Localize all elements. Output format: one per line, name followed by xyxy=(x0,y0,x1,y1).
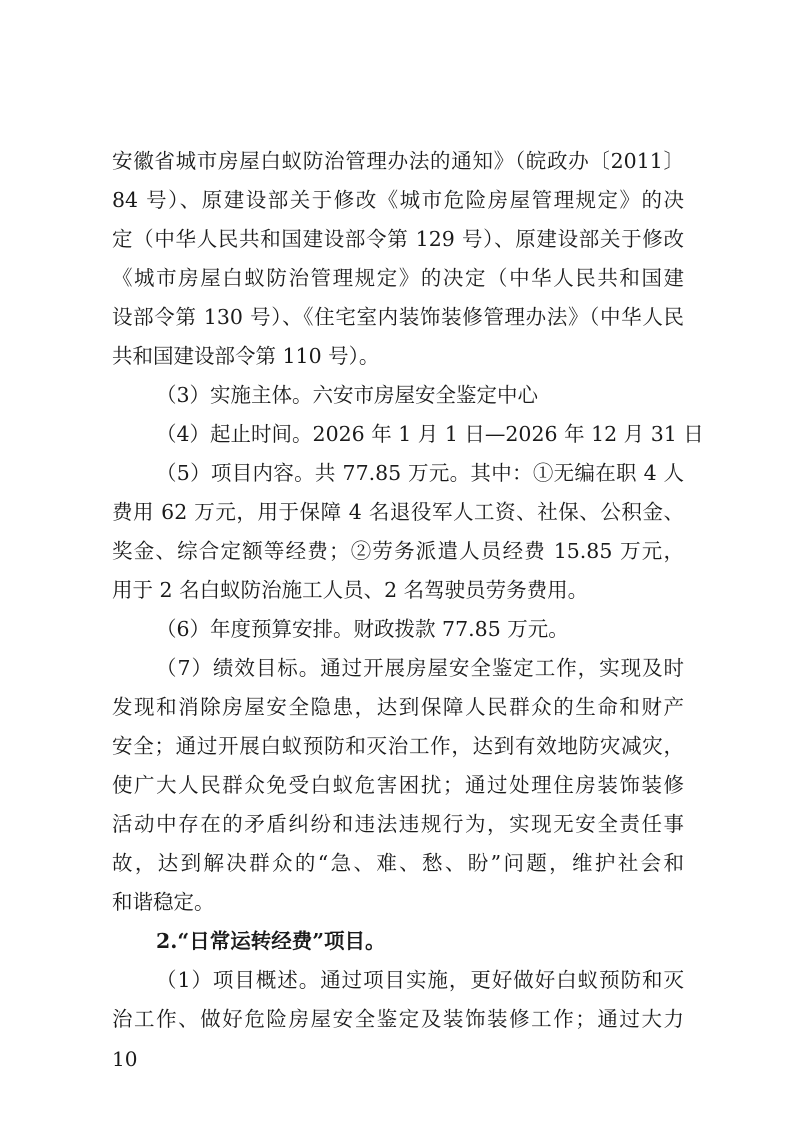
body-line: 使广大人民群众免受白蚁危害困扰；通过处理住房装饰装修 xyxy=(112,773,684,797)
body-line: （1）项目概述。通过项目实施，更好做好白蚁预防和灭 xyxy=(156,968,684,992)
body-line: 共和国建设部令第 110 号）。 xyxy=(112,344,380,368)
body-line: 奖金、综合定额等经费；②劳务派遣人员经费 15.85 万元， xyxy=(112,539,684,563)
body-line: 《城市房屋白蚁防治管理规定》的决定（中华人民共和国建 xyxy=(112,266,684,290)
body-line: 84 号）、原建设部关于修改《城市危险房屋管理规定》的决 xyxy=(112,188,684,212)
body-line: （6）年度预算安排。财政拨款 77.85 万元。 xyxy=(156,617,569,641)
page-number: 10 xyxy=(112,1047,138,1071)
body-line: 活动中存在的矛盾纠纷和违法违规行为，实现无安全责任事 xyxy=(112,812,684,836)
body-line: 发现和消除房屋安全隐患，达到保障人民群众的生命和财产 xyxy=(112,695,684,719)
body-line: 定（中华人民共和国建设部令第 129 号）、原建设部关于修改 xyxy=(112,227,684,251)
body-line: 故，达到解决群众的“急、难、愁、盼”问题，维护社会和 xyxy=(112,851,684,875)
section-heading: 2.“日常运转经费”项目。 xyxy=(156,929,386,953)
body-line: （4）起止时间。2026 年 1 月 1 日—2026 年 12 月 31 日 xyxy=(156,422,704,446)
body-line: 安徽省城市房屋白蚁防治管理办法的通知》（皖政办〔2011〕 xyxy=(112,149,684,173)
body-line: 和谐稳定。 xyxy=(112,890,215,914)
body-line: 设部令第 130 号）、《住宅室内装饰装修管理办法》（中华人民 xyxy=(112,305,684,329)
body-line: 安全；通过开展白蚁预防和灭治工作，达到有效地防灾减灾， xyxy=(112,734,684,758)
body-line: 用于 2 名白蚁防治施工人员、2 名驾驶员劳务费用。 xyxy=(112,578,589,602)
body-line: （5）项目内容。共 77.85 万元。其中：①无编在职 4 人 xyxy=(156,461,684,485)
body-line: 费用 62 万元，用于保障 4 名退役军人工资、社保、公积金、 xyxy=(112,500,684,524)
body-line: 治工作、做好危险房屋安全鉴定及装饰装修工作；通过大力 xyxy=(112,1007,684,1031)
body-line: （3）实施主体。六安市房屋安全鉴定中心 xyxy=(156,383,539,407)
body-line: （7）绩效目标。通过开展房屋安全鉴定工作，实现及时 xyxy=(156,656,684,680)
